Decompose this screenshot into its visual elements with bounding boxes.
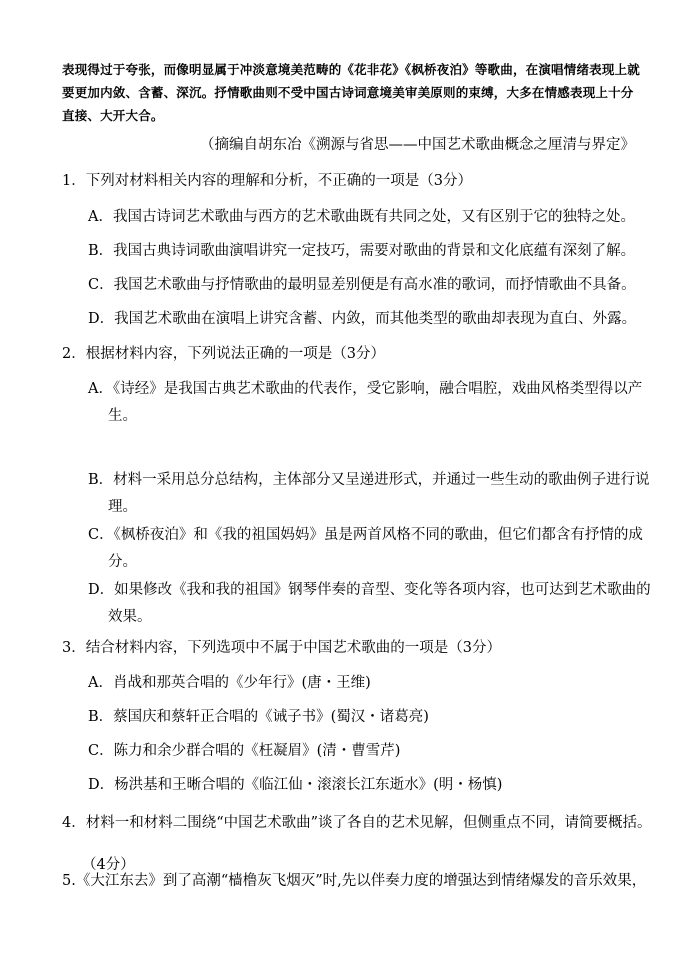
question-2-option-d-line1: D．如果修改《我和我的祖国》钢琴伴奏的音型、变化等各项内容，也可达到艺术歌曲的 — [88, 582, 651, 598]
question-1-option-a: A．我国古诗词艺术歌曲与西方的艺术歌曲既有共同之处，又有区别于它的独特之处。 — [88, 209, 635, 225]
question-2-option-a — [88, 378, 648, 427]
question-3-stem: 3．结合材料内容，下列选项中不属于中国艺术歌曲的一项是（3分） — [62, 640, 501, 656]
question-1-option-c: C．我国艺术歌曲与抒情歌曲的最明显差别便是有高水准的歌词，而抒情歌曲不具备。 — [88, 277, 636, 293]
question-4-score: （4分） — [82, 857, 135, 873]
question-2-option-a-line2: 生。 — [108, 408, 137, 424]
question-2-option-d — [88, 579, 651, 628]
question-4-stem: 4．材料一和材料二围绕“中国艺术歌曲”谈了各自的艺术见解，但侧重点不同，请简要概括。 — [62, 815, 652, 831]
question-2-option-d-line2: 效果。 — [108, 609, 152, 625]
question-2-option-c — [88, 524, 648, 573]
question-3-option-c: C．陈力和余少群合唱的《枉凝眉》(清・曹雪芹) — [88, 743, 401, 759]
question-1-option-d: D．我国艺术歌曲在演唱上讲究含蓄、内敛，而其他类型的歌曲却表现为直白、外露。 — [88, 311, 637, 327]
question-2-option-c-line1: C．《枫桥夜泊》和《我的祖国妈妈》虽是两首风格不同的歌曲，但它们都含有抒情的成 — [88, 527, 643, 543]
question-1-stem: 1．下列对材料相关内容的理解和分析，不正确的一项是（3分） — [62, 173, 472, 189]
question-3-option-b: B．蔡国庆和蔡轩正合唱的《诫子书》(蜀汉・诸葛亮) — [88, 709, 429, 725]
question-1-option-b: B．我国古典诗词歌曲演唱讲究一定技巧，需要对歌曲的背景和文化底蕴有深刻了解。 — [88, 243, 636, 259]
source-citation: （摘编自胡东冶《溯源与省思——中国艺术歌曲概念之厘清与界定》 — [200, 137, 635, 153]
question-3-option-a: A．肖战和那英合唱的《少年行》(唐・王维) — [88, 675, 371, 691]
question-2-option-a-line1: A．《诗经》是我国古典艺术歌曲的代表作，受它影响，融合唱腔，戏曲风格类型得以产 — [88, 381, 643, 397]
question-5-stem: 5.《大江东去》到了高潮“樯橹灰飞烟灭”时,先以伴奏力度的增强达到情绪爆发的音乐效果， — [62, 873, 647, 889]
intro-paragraph: 表现得过于夸张，而像明显属于冲淡意境美范畴的《花非花》《枫桥夜泊》等歌曲，在演唱情绪表现上就要更加内敛、含蓄、深沉。抒情歌曲则不受中国古诗词意境美审美原则的束缚，大多在情感表现上十分直接、大开大合。 — [62, 62, 640, 123]
question-2-stem: 2．根据材料内容，下列说法正确的一项是（3分） — [62, 346, 385, 362]
question-2-option-b — [88, 469, 648, 518]
question-2-option-b-line1: B．材料一采用总分总结构，主体部分又呈递进形式，并通过一些生动的歌曲例子进行说 — [88, 472, 650, 488]
question-3-option-d: D．杨洪基和王晰合唱的《临江仙・滚滚长江东逝水》(明・杨慎) — [88, 777, 503, 793]
question-2-option-c-line2: 分。 — [108, 554, 137, 570]
question-2-option-b-line2: 理。 — [108, 499, 137, 515]
